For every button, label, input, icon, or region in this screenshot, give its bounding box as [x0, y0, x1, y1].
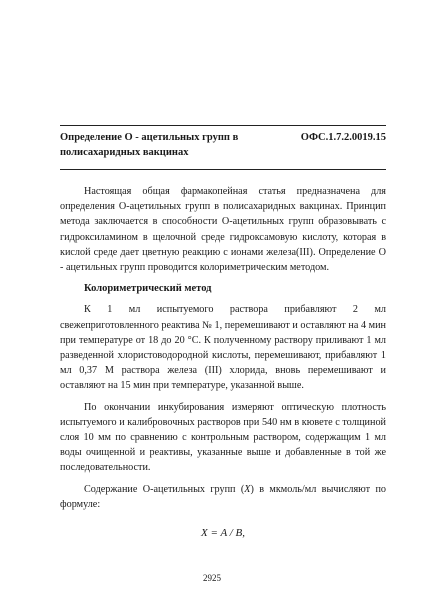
formula: X = A / B, [201, 527, 245, 539]
document-title: Определение О - ацетильных групп в полисахаридных вакцинах [60, 132, 239, 158]
document-header [60, 125, 386, 170]
document-body [60, 184, 386, 518]
formula-intro-pre: Содержание О-ацетильных групп ( [84, 483, 245, 495]
page-number: 2925 [203, 573, 221, 583]
method-subheading: Колориметрический метод [84, 283, 212, 295]
formula-intro-paragraph [60, 482, 386, 512]
procedure-paragraph: К 1 мл испытуемого раствора прибавляют 2 мл свежеприготовленного реактива № 1, перемешивают и оставляют на 4 мин при температуре от 18 до 20 °С. К полученному раствору приливают 1 мл разведенной хлористоводородной кислоты, перемешивают, прибавляют 1 мл 0,37 М раствора железа (III) хлорида, вновь перемешивают и оставляют на 15 мин при температуре, указанной выше. [60, 304, 386, 392]
formula-intro-post: ) в мкмоль/мл вычисляют по формуле: [60, 483, 386, 510]
measurement-paragraph: По окончании инкубирования измеряют оптическую плотность испытуемого и калибровочных растворов при 540 нм в кювете с толщиной слоя 10 мм по сравнению с контрольным раствором, содержащим 1 мл воды очищенной и реактивы, указанные выше и добавленные в той же последовательности. [60, 401, 386, 474]
formula-intro-variable: X [244, 483, 251, 495]
document-code: ОФС.1.7.2.0019.15 [300, 132, 386, 143]
intro-paragraph: Настоящая общая фармакопейная статья предназначена для определения О-ацетильных групп в полисахаридных вакцинах. Принцип метода заключается в способности О-ацетильных групп образовывать с гидроксиламином в щелочной среде гидроксамовую кислоту, которая в кислой среде дает цветную реакцию с ионами железа(III). Определение О - ацетильных групп проводится колориметрическим методом. [60, 186, 386, 274]
